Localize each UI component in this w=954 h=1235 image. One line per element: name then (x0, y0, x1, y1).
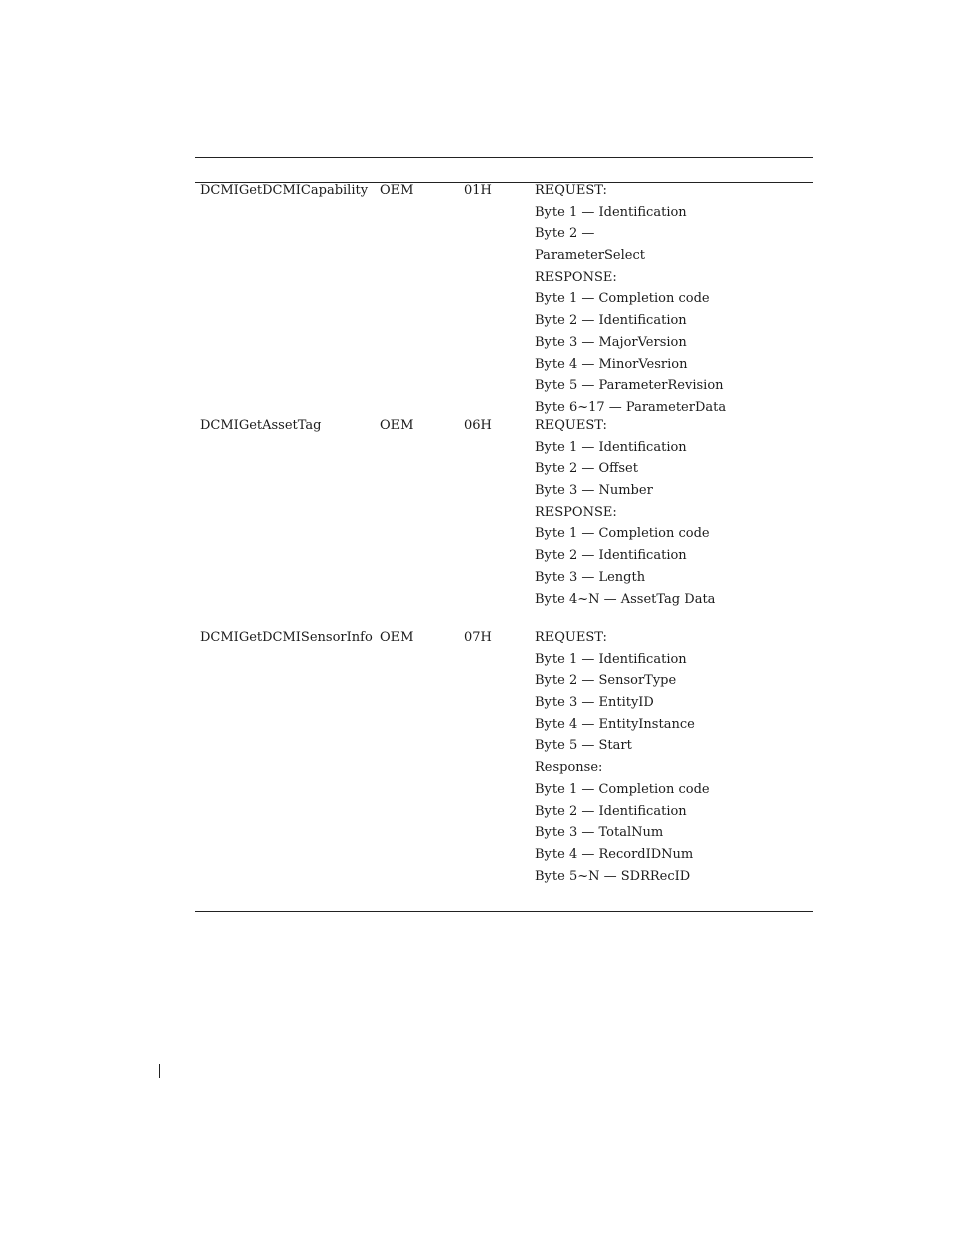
desc-line: REQUEST: (535, 630, 607, 645)
desc-line: Byte 2 — (535, 226, 595, 242)
command-type-asset-tag: OEM (380, 418, 414, 433)
desc-line: Byte 4 — MinorVesrion (535, 356, 688, 372)
desc-line: REQUEST: (535, 418, 607, 433)
desc-line: Byte 2 — Identification (535, 803, 687, 819)
command-type-sensor-info: OEM (380, 630, 414, 645)
command-desc-dcmi-capability (535, 183, 726, 422)
desc-line: RESPONSE: (535, 504, 617, 520)
desc-line: ParameterSelect (535, 248, 645, 264)
desc-line: Response: (535, 760, 603, 776)
desc-line: Byte 2 — Identification (535, 548, 687, 564)
desc-line: Byte 3 — TotalNum (535, 825, 664, 841)
desc-line: Byte 1 — Identification (535, 651, 687, 667)
desc-line: Byte 2 — SensorType (535, 673, 677, 689)
desc-line: REQUEST: (535, 183, 607, 198)
command-name-sensor-info: DCMIGetDCMISensorInfo (200, 630, 373, 645)
table-bottom-rule (195, 911, 813, 912)
desc-line: Byte 3 — MajorVersion (535, 334, 687, 350)
command-code-sensor-info: 07H (464, 630, 492, 645)
desc-line: Byte 5 — Start (535, 738, 632, 754)
desc-line: Byte 3 — Number (535, 483, 653, 499)
command-name-asset-tag: DCMIGetAssetTag (200, 418, 322, 433)
desc-line: Byte 5~N — SDRRecID (535, 868, 691, 884)
desc-line: Byte 1 — Completion code (535, 526, 710, 542)
command-code-asset-tag: 06H (464, 418, 492, 433)
desc-line: Byte 4 — RecordIDNum (535, 846, 694, 862)
command-code-dcmi-capability: 01H (464, 183, 492, 198)
desc-line: Byte 3 — Length (535, 569, 646, 585)
change-bar (159, 1064, 160, 1078)
desc-line: Byte 1 — Completion code (535, 781, 710, 797)
desc-line: Byte 4~N — AssetTag Data (535, 591, 716, 607)
table-top-rule (195, 157, 813, 158)
desc-line: Byte 6~17 — ParameterData (535, 399, 727, 415)
command-desc-sensor-info (535, 630, 710, 890)
desc-line: RESPONSE: (535, 269, 617, 285)
desc-line: Byte 1 — Identification (535, 439, 687, 455)
desc-line: Byte 3 — EntityID (535, 695, 654, 711)
desc-line: Byte 1 — Completion code (535, 291, 710, 307)
command-type-dcmi-capability: OEM (380, 183, 414, 198)
desc-line: Byte 1 — Identification (535, 204, 687, 220)
command-name-dcmi-capability: DCMIGetDCMICapability (200, 183, 369, 198)
desc-line: Byte 2 — Offset (535, 461, 638, 477)
desc-line: Byte 4 — EntityInstance (535, 716, 695, 732)
desc-line: Byte 2 — Identification (535, 313, 687, 329)
desc-line: Byte 5 — ParameterRevision (535, 378, 724, 394)
command-desc-asset-tag (535, 418, 715, 613)
